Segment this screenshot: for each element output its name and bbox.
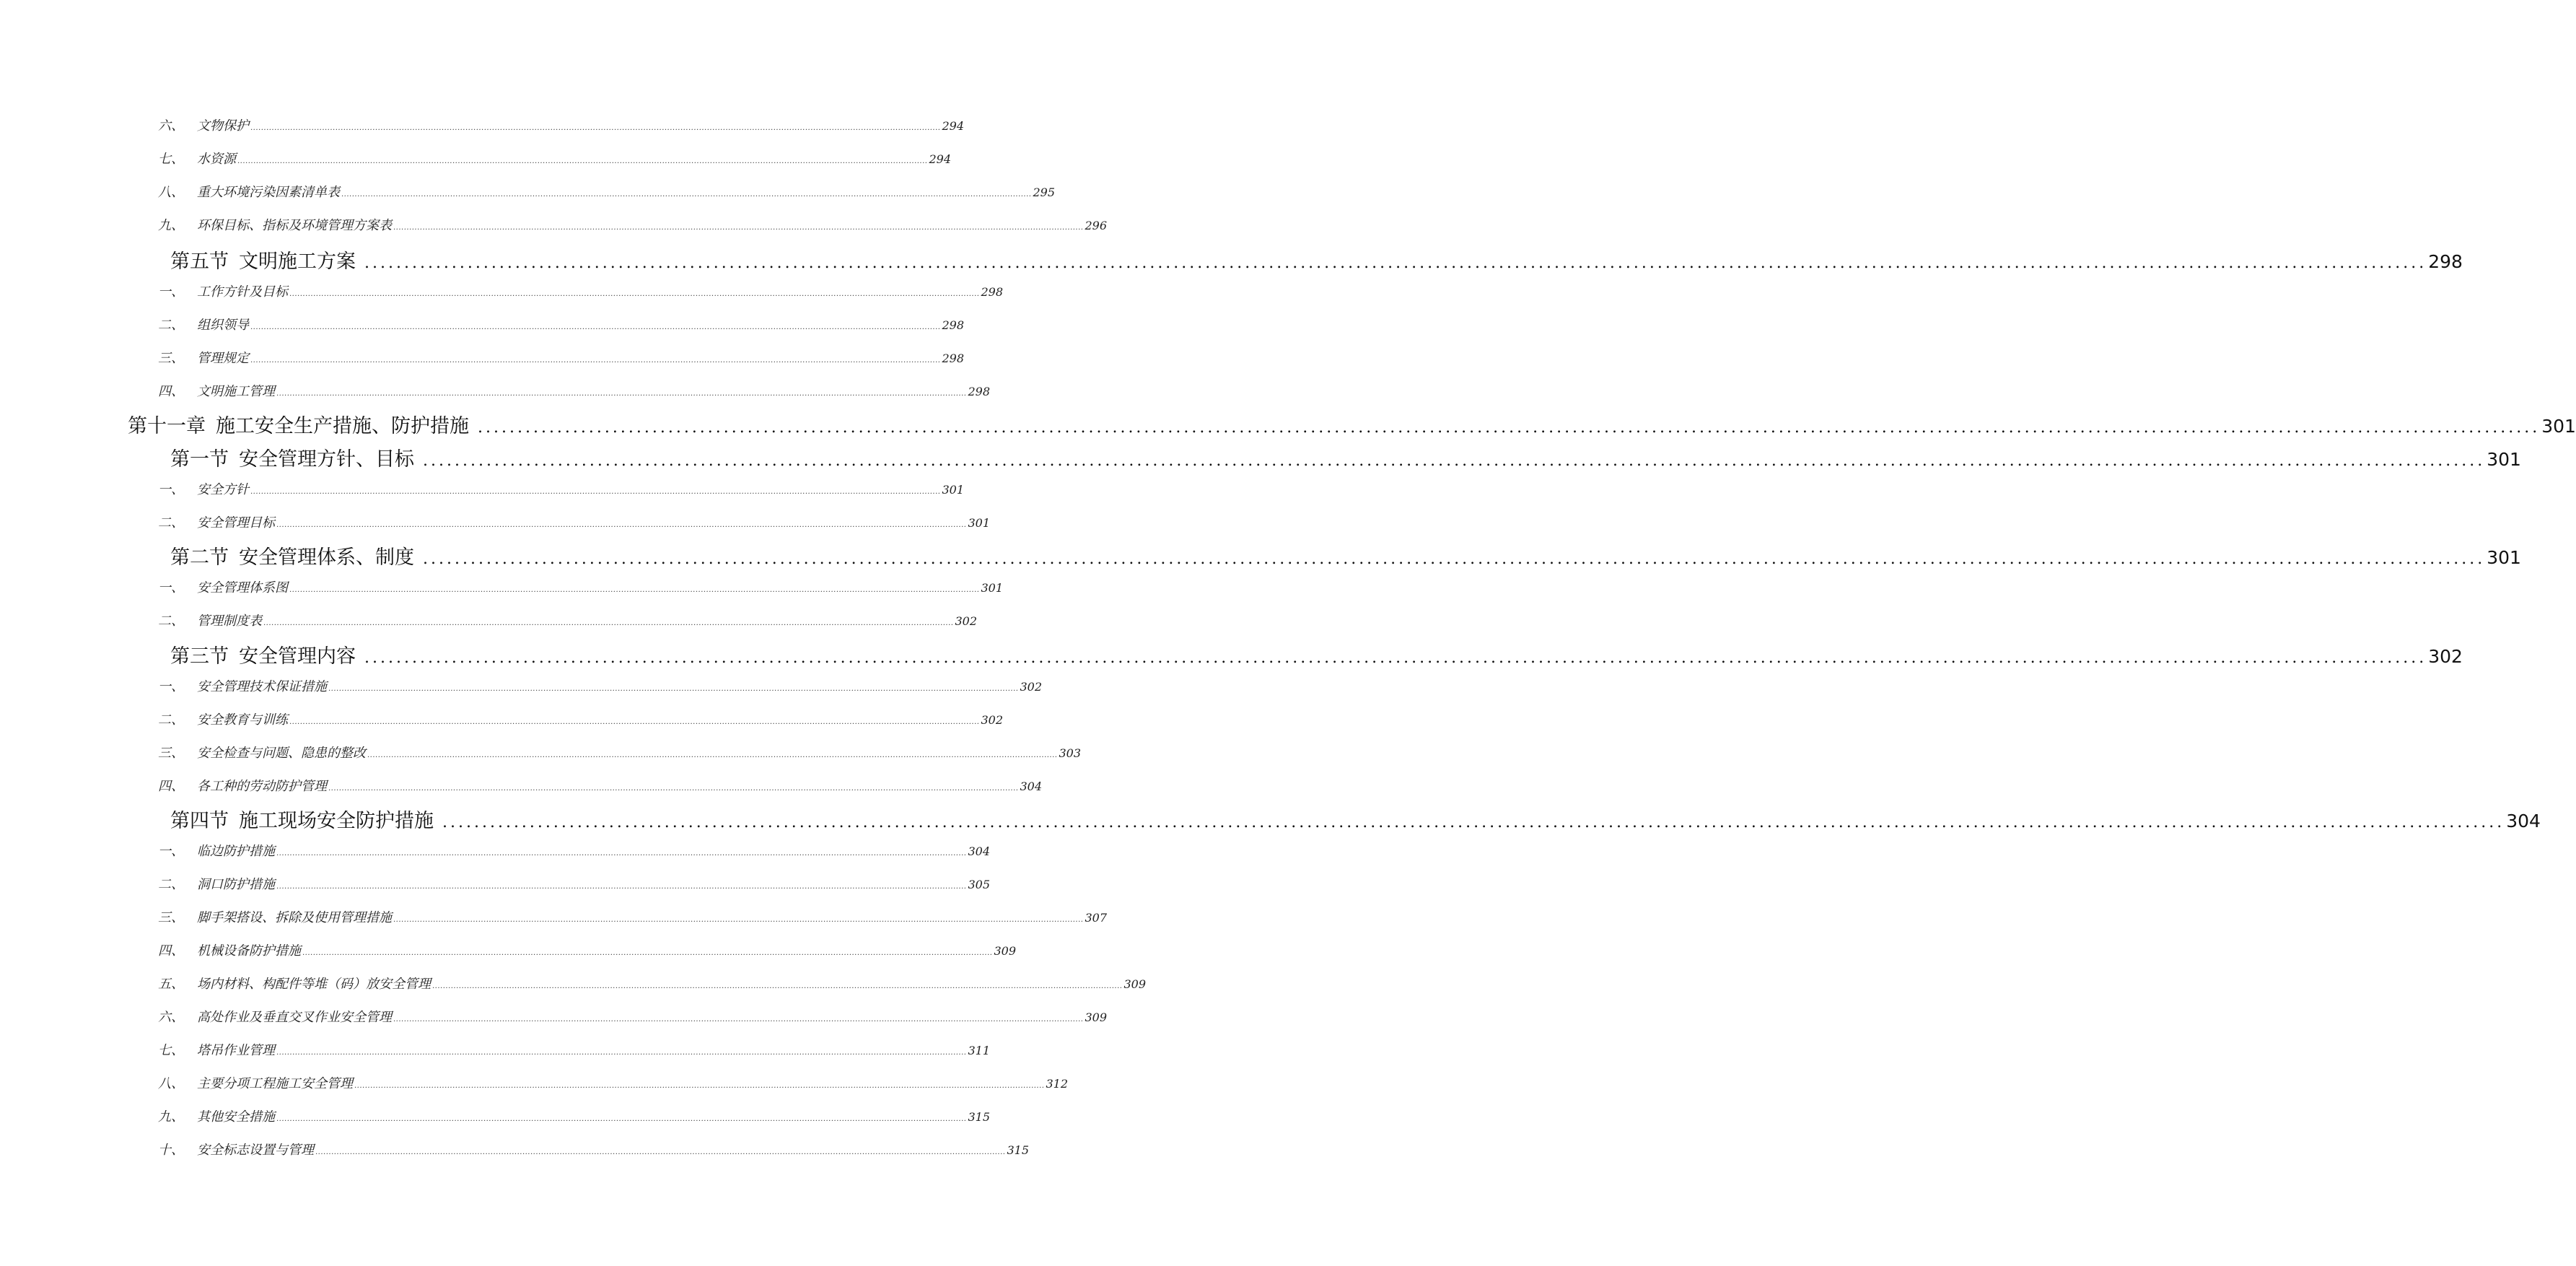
toc-entry-title: 洞口防护措施 <box>197 877 275 892</box>
toc-entry-title: 临边防护措施 <box>197 844 275 859</box>
toc-entry-title: 安全标志设置与管理 <box>197 1143 314 1158</box>
toc-entry-title: 安全管理技术保证措施 <box>197 679 327 694</box>
toc-leader-dots: .................................................................................................................................................................................................................................................................... <box>393 224 1084 232</box>
toc-entry-title: 安全管理目标 <box>197 515 275 531</box>
toc-leader-dots: .................................................................................................................................................................................................................................................................... <box>237 157 928 165</box>
toc-leader-dots: .................................................................................................................................................................................................................................................................... <box>276 850 967 857</box>
toc-entry-number: 四、 <box>158 943 184 959</box>
toc-entry-number: 六、 <box>158 1010 184 1025</box>
toc-entry-page: 294 <box>942 119 965 133</box>
toc-entry[interactable] <box>158 874 991 893</box>
toc-section-title: 施工现场安全防护措施 <box>239 810 434 832</box>
toc-leader-dots: .................................................................................................................................................................................................................................................................... <box>250 124 941 132</box>
toc-entry-page: 298 <box>968 385 991 398</box>
toc-leader-dots: .................................................................................................................................................................................................................................................................... <box>276 521 967 529</box>
toc-entry-page: 303 <box>1059 746 1082 760</box>
toc-entry-number: 一、 <box>158 284 184 300</box>
toc-entry-number: 一、 <box>158 482 184 497</box>
toc-entry-title: 工作方针及目标 <box>197 284 288 300</box>
toc-entry-page: 311 <box>968 1044 991 1057</box>
toc-entry-number: 三、 <box>158 910 184 925</box>
toc-leader-dots: .................................................................................................................................................................................................................................................................... <box>364 649 2427 667</box>
toc-section-number: 第三节 <box>170 645 229 668</box>
toc-leader-dots: .................................................................................................................................................................................................................................................................... <box>393 1016 1084 1023</box>
toc-entry[interactable] <box>158 907 1108 926</box>
toc-entry[interactable] <box>158 776 1043 795</box>
toc-entry-number: 二、 <box>158 318 184 333</box>
toc-chapter-page: 301 <box>2541 416 2576 437</box>
toc-chapter-number: 第十一章 <box>128 415 206 437</box>
toc-entry[interactable] <box>158 577 1004 596</box>
toc-leader-dots: .................................................................................................................................................................................................................................................................... <box>289 586 980 594</box>
toc-entry-page: 296 <box>1085 219 1108 232</box>
toc-leader-dots: .................................................................................................................................................................................................................................................................... <box>364 254 2427 272</box>
toc-entry-number: 九、 <box>158 218 184 233</box>
toc-entry[interactable] <box>158 940 1017 959</box>
toc-leader-dots: .................................................................................................................................................................................................................................................................... <box>423 452 2486 470</box>
toc-entry-number: 四、 <box>158 779 184 794</box>
toc-entry-page: 304 <box>968 844 991 858</box>
toc-entry[interactable] <box>158 611 978 629</box>
toc-entry-number: 九、 <box>158 1109 184 1125</box>
toc-section-number: 第四节 <box>170 810 229 832</box>
toc-entry[interactable] <box>158 974 1147 992</box>
toc-entry-title: 安全教育与训练 <box>197 712 288 728</box>
toc-entry-page: 305 <box>968 878 991 891</box>
toc-entry-number: 一、 <box>158 580 184 595</box>
toc-entry-number: 三、 <box>158 351 184 366</box>
toc-entry-page: 298 <box>942 318 965 332</box>
toc-entry-title: 管理规定 <box>197 351 249 366</box>
toc-section-heading[interactable] <box>170 443 2521 471</box>
toc-section-heading[interactable] <box>170 640 2463 668</box>
toc-leader-dots: .................................................................................................................................................................................................................................................................... <box>250 323 941 331</box>
toc-section-page: 302 <box>2428 646 2463 667</box>
toc-entry[interactable] <box>158 710 1004 728</box>
toc-leader-dots: .................................................................................................................................................................................................................................................................... <box>250 357 941 364</box>
toc-entry[interactable] <box>158 1040 991 1059</box>
toc-leader-dots: .................................................................................................................................................................................................................................................................... <box>289 290 980 298</box>
toc-entry-number: 六、 <box>158 118 184 134</box>
toc-leader-dots: .................................................................................................................................................................................................................................................................... <box>393 916 1084 924</box>
toc-entry-number: 八、 <box>158 1076 184 1091</box>
toc-section-title: 安全管理方针、目标 <box>239 448 414 471</box>
toc-entry-page: 301 <box>968 516 991 530</box>
toc-entry-title: 环保目标、指标及环境管理方案表 <box>197 218 392 233</box>
toc-leader-dots: .................................................................................................................................................................................................................................................................... <box>263 619 954 627</box>
toc-leader-dots: .................................................................................................................................................................................................................................................................... <box>367 751 1058 759</box>
toc-entry-page: 312 <box>1046 1077 1069 1091</box>
toc-entry-number: 七、 <box>158 152 184 167</box>
toc-entry-page: 302 <box>1020 680 1043 694</box>
toc-entry-number: 一、 <box>158 679 184 694</box>
toc-entry-title: 各工种的劳动防护管理 <box>197 779 327 794</box>
toc-leader-dots: .................................................................................................................................................................................................................................................................... <box>276 1049 967 1057</box>
toc-entry-number: 二、 <box>158 712 184 728</box>
toc-entry-title: 主要分项工程施工安全管理 <box>197 1076 353 1091</box>
toc-entry-page: 298 <box>942 352 965 365</box>
toc-entry-title: 高处作业及垂直交叉作业安全管理 <box>197 1010 392 1025</box>
toc-section-title: 安全管理内容 <box>239 645 356 668</box>
toc-entry-page: 309 <box>994 944 1017 958</box>
toc-section-heading[interactable] <box>170 245 2463 274</box>
toc-section-title: 文明施工方案 <box>239 250 356 273</box>
toc-entry-page: 309 <box>1123 977 1147 991</box>
toc-entry-title: 脚手架搭设、拆除及使用管理措施 <box>197 910 392 925</box>
toc-entry-page: 301 <box>942 483 965 497</box>
toc-chapter-heading[interactable] <box>128 410 2576 438</box>
toc-leader-dots: .................................................................................................................................................................................................................................................................... <box>423 550 2486 568</box>
toc-section-page: 298 <box>2428 251 2463 272</box>
toc-entry-page: 301 <box>981 581 1004 595</box>
toc-entry-page: 315 <box>968 1110 991 1124</box>
toc-section-number: 第五节 <box>170 250 229 273</box>
toc-entry-title: 重大环境污染因素清单表 <box>197 185 340 200</box>
toc-entry-title: 其他安全措施 <box>197 1109 275 1125</box>
toc-entry-number: 二、 <box>158 515 184 531</box>
toc-leader-dots: .................................................................................................................................................................................................................................................................... <box>289 718 980 726</box>
toc-leader-dots: .................................................................................................................................................................................................................................................................... <box>442 813 2505 831</box>
toc-entry-title: 水资源 <box>197 152 236 167</box>
toc-entry[interactable] <box>158 479 965 498</box>
toc-leader-dots: .................................................................................................................................................................................................................................................................... <box>315 1148 1006 1156</box>
toc-entry-number: 一、 <box>158 844 184 859</box>
toc-entry[interactable] <box>158 841 991 860</box>
toc-entry[interactable] <box>158 149 952 167</box>
toc-entry-page: 315 <box>1007 1143 1030 1157</box>
toc-entry[interactable] <box>158 182 1056 201</box>
toc-leader-dots: .................................................................................................................................................................................................................................................................... <box>432 982 1123 990</box>
toc-leader-dots: .................................................................................................................................................................................................................................................................... <box>276 390 967 398</box>
toc-entry-page: 309 <box>1085 1010 1108 1024</box>
toc-entry-page: 302 <box>955 614 978 628</box>
toc-entry-page: 298 <box>981 285 1004 299</box>
toc-entry[interactable] <box>158 1007 1108 1026</box>
toc-entry[interactable] <box>158 676 1043 695</box>
toc-entry-number: 五、 <box>158 977 184 992</box>
toc-entry-title: 场内材料、构配件等堆（码）放安全管理 <box>197 977 431 992</box>
toc-entry-title: 塔吊作业管理 <box>197 1043 275 1058</box>
toc-entry[interactable] <box>158 115 965 134</box>
toc-section-page: 301 <box>2487 449 2521 470</box>
toc-entry-number: 三、 <box>158 746 184 761</box>
toc-entry-page: 307 <box>1085 911 1108 925</box>
toc-section-number: 第二节 <box>170 546 229 569</box>
toc-leader-dots: .................................................................................................................................................................................................................................................................... <box>328 685 1019 693</box>
toc-section-title: 安全管理体系、制度 <box>239 546 414 569</box>
toc-entry-page: 294 <box>929 152 952 166</box>
toc-leader-dots: .................................................................................................................................................................................................................................................................... <box>341 191 1032 198</box>
toc-entry-number: 二、 <box>158 877 184 892</box>
toc-entry[interactable] <box>158 512 991 531</box>
toc-entry-title: 安全方针 <box>197 482 249 497</box>
toc-leader-dots: .................................................................................................................................................................................................................................................................... <box>276 1115 967 1123</box>
toc-entry-number: 八、 <box>158 185 184 200</box>
toc-leader-dots: .................................................................................................................................................................................................................................................................... <box>302 949 993 957</box>
toc-entry-title: 管理制度表 <box>197 614 262 629</box>
toc-entry-number: 二、 <box>158 614 184 629</box>
toc-entry-title: 安全管理体系图 <box>197 580 288 595</box>
toc-entry-number: 七、 <box>158 1043 184 1058</box>
toc-entry-page: 302 <box>981 713 1004 727</box>
toc-entry-title: 机械设备防护措施 <box>197 943 301 959</box>
toc-section-heading[interactable] <box>170 541 2521 569</box>
toc-entry[interactable] <box>158 281 1004 300</box>
toc-chapter-title: 施工安全生产措施、防护措施 <box>216 415 469 437</box>
toc-leader-dots: .................................................................................................................................................................................................................................................................... <box>478 419 2541 437</box>
toc-entry[interactable] <box>158 348 965 367</box>
toc-leader-dots: .................................................................................................................................................................................................................................................................... <box>354 1082 1045 1090</box>
toc-entry[interactable] <box>158 743 1082 761</box>
toc-entry-number: 十、 <box>158 1143 184 1158</box>
toc-entry-page: 304 <box>1020 780 1043 793</box>
toc-leader-dots: .................................................................................................................................................................................................................................................................... <box>250 488 941 496</box>
toc-section-number: 第一节 <box>170 448 229 471</box>
toc-entry-page: 295 <box>1033 185 1056 199</box>
toc-leader-dots: .................................................................................................................................................................................................................................................................... <box>328 785 1019 793</box>
toc-section-page: 304 <box>2506 811 2541 831</box>
toc-entry-title: 文物保护 <box>197 118 249 134</box>
toc-entry[interactable] <box>158 381 991 400</box>
toc-entry[interactable] <box>158 1073 1069 1092</box>
toc-entry-title: 安全检查与问题、隐患的整改 <box>197 746 366 761</box>
toc-leader-dots: .................................................................................................................................................................................................................................................................... <box>276 883 967 891</box>
toc-section-heading[interactable] <box>170 805 2541 833</box>
toc-entry-number: 四、 <box>158 384 184 399</box>
toc-entry-title: 文明施工管理 <box>197 384 275 399</box>
toc-entry[interactable] <box>158 315 965 333</box>
toc-section-page: 301 <box>2487 547 2521 568</box>
toc-entry-title: 组织领导 <box>197 318 249 333</box>
toc-entry[interactable] <box>158 215 1108 234</box>
toc-entry[interactable] <box>158 1140 1030 1158</box>
toc-entry[interactable] <box>158 1106 991 1125</box>
